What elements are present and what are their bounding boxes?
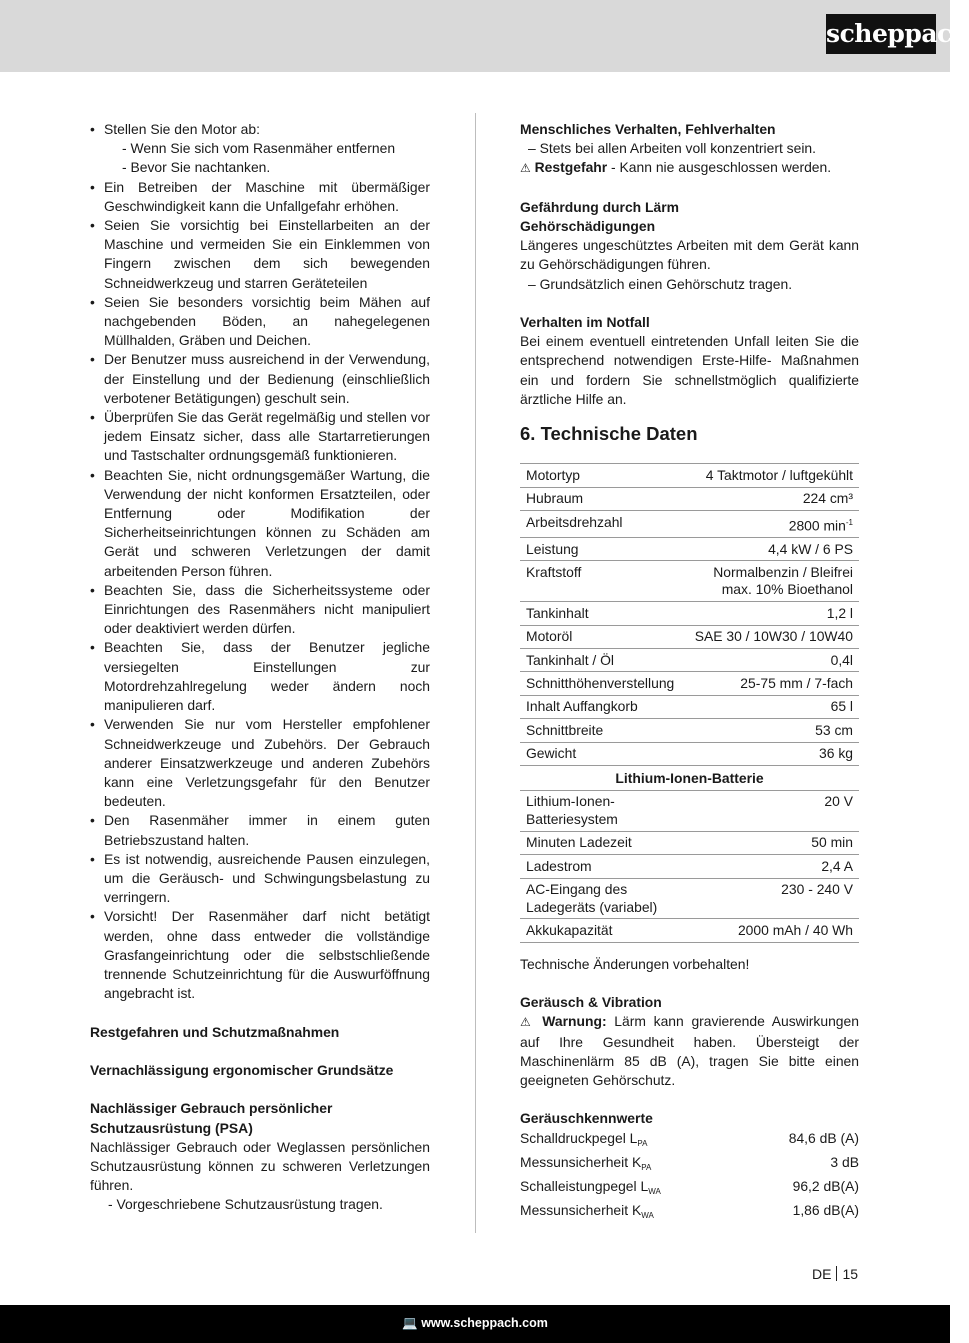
spec-value: 4 Taktmotor / luftgekühlt [680,464,859,487]
spec-table [520,463,859,943]
noise-value: 84,6 dB (A) [788,1129,859,1146]
spec-label: Tankinhalt / Öl [520,649,680,672]
spec-label: AC-Eingang des Ladegeräts (variabel) [520,878,680,919]
bullet-text: Stellen Sie den Motor ab: [104,121,260,137]
warnung-paragraph [520,1012,859,1090]
bullet-item [90,811,430,849]
gehoer-sub-item: – Grundsätzlich einen Gehörschutz tragen. [528,275,793,292]
spec-value: 36 kg [680,742,859,765]
spec-row [520,464,859,487]
bullet-text: Seien Sie besonders vorsichtig beim Mähen auf nachgebenden Böden, an nahegelegenen Müllhalden, Gräben und Deichen. [104,293,430,349]
bullet-item [90,350,430,408]
safety-bullet-list [90,120,430,1003]
spec-value: 50 min [680,831,859,854]
restgefahr-text: - Kann nie ausgeschlossen werden. [607,159,832,176]
noise-label: Schalldruckpegel $L_{PA}$ [520,1129,648,1148]
battery-heading: Lithium-Ionen-Batterie [520,766,859,791]
warning-triangle-icon: ⚠ [520,1015,535,1030]
spec-value: 25-75 mm / 7-fach [680,672,859,695]
spec-value: 2800 $\min^{-1}$ [680,511,859,538]
spec-value: 20 V [680,790,859,831]
bullet-text: Den Rasenmäher immer in einem guten Betriebszustand halten. [104,812,430,848]
bullet-item [90,466,430,581]
noise-values-list [520,1129,859,1226]
bullet-item [90,120,430,178]
noise-value: 1,86 dB(A) [792,1202,859,1219]
page-number [812,1266,858,1282]
bullet-item [90,715,430,811]
noise-value: 3 dB [830,1153,859,1170]
heading-vibration: Geräusch & Vibration [520,994,662,1011]
bullet-text: Seien Sie vorsichtig bei Einstellarbeiten an der Maschine und vermeiden Sie ein Einklemmen von Fingern zwischen dem sich bewegenden Schneidwerkzeug und starren Geräteteilen [104,217,430,291]
heading-kennwerte: Geräuschkennwerte [520,1110,653,1127]
spec-row [520,625,859,648]
spec-row [520,919,859,942]
spec-value: 65 l [680,695,859,718]
spec-value: SAE 30 / 10W30 / 10W40 [680,625,859,648]
spec-row [520,790,859,831]
spec-value: 1,2 l [680,602,859,625]
spec-label: Inhalt Auffangkorb [520,695,680,718]
section-title: 6. Technische Daten [520,423,698,445]
spec-row [520,855,859,878]
bullet-item [90,293,430,351]
noise-label: Messunsicherheit $K_{WA}$ [520,1202,654,1221]
restgefahr-line [520,158,859,178]
spec-value: 0,4l [680,649,859,672]
spec-row [520,742,859,765]
noise-row [520,1177,859,1201]
spec-value: 2,4 A [680,855,859,878]
heading-laerm: Gefährdung durch Lärm [520,198,679,215]
notfall-text: Bei einem eventuell eintretenden Unfall leiten Sie die entsprechend notwendigen Erste-Hilfe- Maßnahmen ein und fordern Sie schnellstmöglich qualifizierte ärztliche Hilfe an. [520,333,859,407]
warnung-label: Warnung: [542,1013,607,1030]
spec-value: 230 - 240 V [680,878,859,919]
bullet-item [90,638,430,715]
noise-value: 96,2 dB(A) [792,1178,859,1195]
bullet-item [90,178,430,216]
left-column [90,120,430,1215]
bullet-item [90,907,430,1003]
gehoer-text: Längeres ungeschütztes Arbeiten mit dem Gerät kann zu Gehörschädigungen führen. [520,237,859,273]
spec-label: Schnitthöhenverstellung [520,672,680,695]
bullet-text: Es ist notwendig, ausreichende Pausen einzulegen, um die Geräusch- und Schwingungsbelastung zu verringern. [104,850,430,906]
warnung-text: Lärm kann gravierende Auswirkungen auf Ihre Gesundheit haben. Übersteigt der Maschinenlärm 85 dB (A), tragen Sie bitte einen geeigneten Gehörschutz. [520,1013,859,1089]
spec-label: Lithium-Ionen-Batteriesystem [520,790,680,831]
website-link[interactable]: www.scheppach.com [421,1316,548,1330]
spec-row [520,538,859,561]
spec-row [520,487,859,510]
heading-psa: Nachlässiger Gebrauch persönlicher Schutzausrüstung (PSA) [90,1100,333,1136]
bullet-text: Beachten Sie, dass der Benutzer jegliche versiegelten Einstellungen zur Motordrehzahlregelung weder ändern noch manipulieren darf. [104,639,430,714]
spec-label: Minuten Ladezeit [520,831,680,854]
bullet-item [90,408,430,466]
noise-label: Messunsicherheit $K_{PA}$ [520,1153,652,1172]
spec-label: Tankinhalt [520,602,680,625]
spec-row [520,695,859,718]
column-divider [475,113,476,1233]
spec-label: Ladestrom [520,855,680,878]
bullet-text: Überprüfen Sie das Gerät regelmäßig und stellen vor jedem Einsatz sicher, dass alle Startarretierungen und Tastschalter ordnungsgemäß funktionieren. [104,409,430,464]
spec-label: Gewicht [520,742,680,765]
noise-row [520,1153,859,1177]
warning-triangle-icon: ⚠ [520,161,531,176]
spec-label: Hubraum [520,487,680,510]
spec-label: Arbeitsdrehzahl [520,511,680,538]
bullet-sub-item: - Wenn Sie sich vom Rasenmäher entfernen [122,140,396,157]
monitor-icon: 💻 [402,1316,418,1330]
verhalten-sub-item: – Stets bei allen Arbeiten voll konzentriert sein. [528,140,817,157]
footer-bar [0,1305,950,1343]
noise-row [520,1129,859,1153]
bullet-item [90,581,430,639]
bullet-text: Beachten Sie, dass die Sicherheitssysteme oder Einrichtungen des Rasenmähers nicht manipuliert oder deaktiviert werden dürfen. [104,581,430,637]
spec-value: Normalbenzin / Bleifrei max. 10% Bioethanol [680,561,859,602]
heading-verhalten: Menschliches Verhalten, Fehlverhalten [520,121,776,137]
heading-notfall: Verhalten im Notfall [520,314,650,330]
psa-text: Nachlässiger Gebrauch oder Weglassen persönlichen Schutzausrüstung können zu schweren Verletzungen führen. [90,1138,430,1194]
heading-ergonomie: Vernachlässigung ergonomischer Grundsätze [90,1061,394,1078]
battery-heading-row [520,766,859,791]
spec-value: 4,4 kW / 6 PS [680,538,859,561]
heading-gehoer: Gehörschädigungen [520,218,656,234]
spec-row [520,511,859,538]
page-language: DE [812,1266,832,1282]
spec-row [520,878,859,919]
page-number-value: 15 [842,1266,859,1282]
spec-label: Schnittbreite [520,719,680,742]
spec-value: 224 cm³ [680,487,859,510]
spec-value: 53 cm [680,719,859,742]
bullet-text: Beachten Sie, nicht ordnungsgemäßer Wartung, die Verwendung der nicht konformen Ersatzteilen, oder Entfernung oder Modifikation der Sicherheitseinrichtungen können zu Schäden am Gerät und schweren Verletzungen der damit arbeitenden Person führen. [104,466,430,579]
heading-restgefahren: Restgefahren und Schutzmaßnahmen [90,1023,340,1040]
header-band [0,0,950,72]
spec-value: 2000 mAh / 40 Wh [680,919,859,942]
bullet-sub-item: - Bevor Sie nachtanken. [122,159,271,176]
bullet-text: Ein Betreiben der Maschine mit übermäßiger Geschwindigkeit kann die Unfallgefahr erhöhen. [104,178,430,214]
psa-sub-item: - Vorgeschriebene Schutzausrüstung tragen. [108,1196,383,1213]
bullet-item [90,850,430,908]
bullet-text: Der Benutzer muss ausreichend in der Verwendung, der Einstellung und der Bedienung (einschließlich verbotener Betätigungen) geschult sein. [104,351,430,406]
bullet-text: Verwenden Sie nur vom Hersteller empfohlener Schneidwerkzeuge und Zubehörs. Der Gebrauch anderer Einsatzwerkzeuge und anderen Zubehörs kann eine Verletzungsgefahr für den Benutzer bedeuten. [104,716,430,810]
spec-row [520,719,859,742]
spec-label: Motortyp [520,464,680,487]
spec-label: Kraftstoff [520,561,680,602]
spec-label: Leistung [520,538,680,561]
spec-row [520,602,859,625]
spec-label: Motoröl [520,625,680,648]
noise-row [520,1201,859,1225]
bullet-item [90,216,430,293]
changes-note: Technische Änderungen vorbehalten! [520,955,750,972]
spec-label: Akkukapazität [520,919,680,942]
spec-row [520,649,859,672]
spec-row [520,831,859,854]
spec-row [520,672,859,695]
restgefahr-label: Restgefahr [534,159,608,176]
brand-logo: scheppach [826,14,936,54]
bullet-text: Vorsicht! Der Rasenmäher darf nicht betätigt werden, ohne dass entweder die vollständige Grasfangeinrichtung oder die selbstschließende trennende Schutzeinrichtung für die Auswurföffnung angebracht ist. [104,908,430,1002]
spec-row [520,561,859,602]
noise-label: Schalleistungpegel $L_{WA}$ [520,1178,661,1197]
right-column [520,120,859,1225]
